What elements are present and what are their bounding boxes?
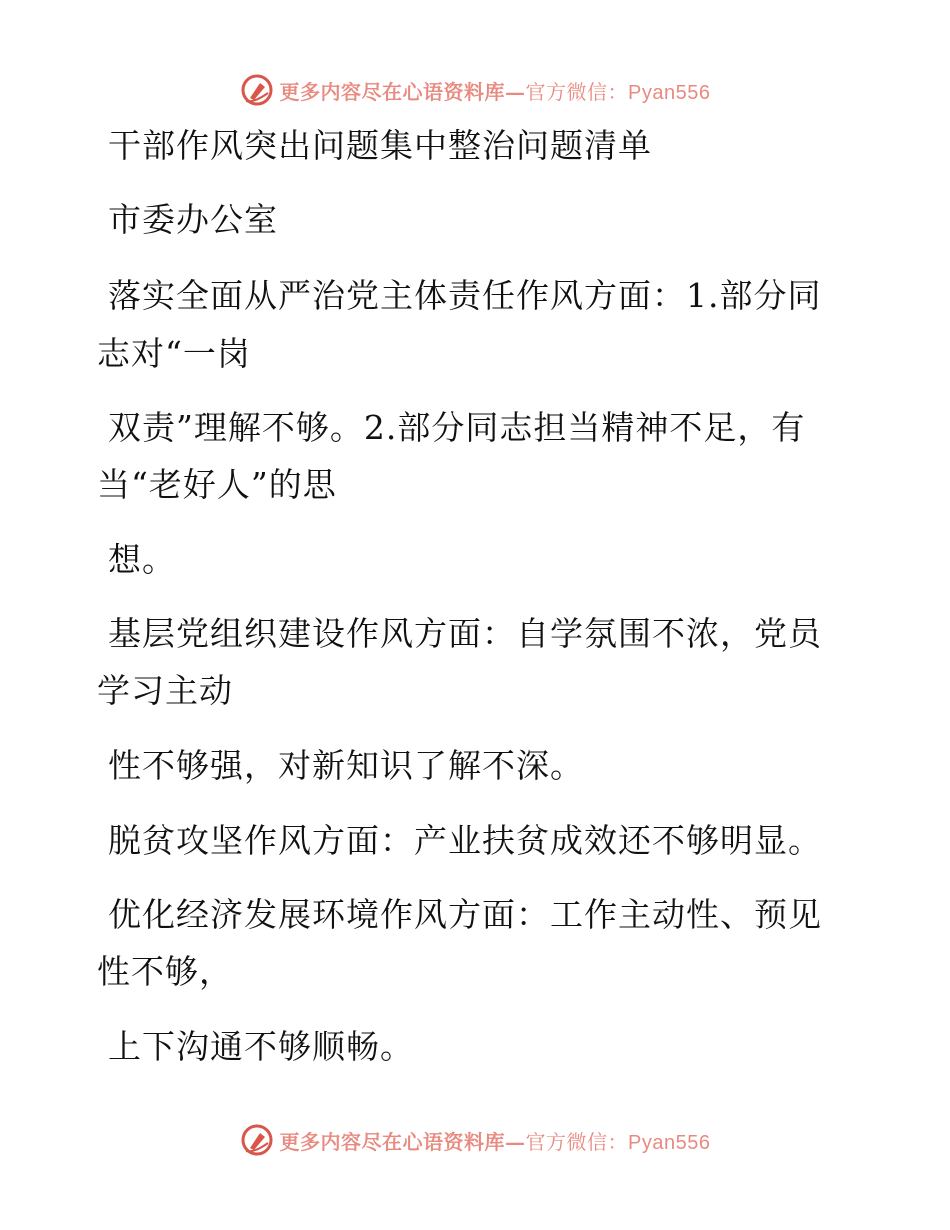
watermark-site: 更多内容尽在心语资料库—	[279, 79, 526, 104]
watermark-site: 更多内容尽在心语资料库—	[279, 1129, 526, 1154]
paragraph-line: 当“老好人”的思	[97, 465, 337, 504]
paragraph-line: 双责”理解不够。2.部分同志担当精神不足，有	[108, 408, 806, 447]
paragraph-line: 性不够强，对新知识了解不深。	[108, 746, 584, 785]
paragraph-line: 想。	[108, 540, 176, 579]
paragraph-line: 学习主动	[97, 671, 233, 710]
document-title: 干部作风突出问题集中整治问题清单	[108, 126, 652, 165]
paragraph-line: 上下沟通不够顺畅。	[108, 1027, 414, 1066]
pen-nib-logo-icon	[240, 73, 274, 107]
paragraph-line: 性不够，	[97, 952, 233, 991]
pen-nib-logo-icon	[240, 1123, 274, 1157]
watermark-contact: 官方微信：Pyan556	[525, 81, 711, 104]
header-watermark	[0, 70, 950, 110]
paragraph-line: 脱贫攻坚作风方面：产业扶贫成效还不够明显。	[108, 821, 822, 860]
watermark-contact: 官方微信：Pyan556	[525, 1131, 711, 1154]
footer-watermark	[0, 1120, 950, 1160]
paragraph-line: 基层党组织建设作风方面：自学氛围不浓，党员	[108, 614, 822, 653]
watermark-text	[280, 1126, 711, 1155]
paragraph-line: 优化经济发展环境作风方面：工作主动性、预见	[108, 895, 822, 934]
paragraph-line: 落实全面从严治党主体责任作风方面：1.部分同	[108, 276, 822, 315]
paragraph-line: 志对“一岗	[97, 334, 251, 373]
document-department: 市委办公室	[108, 200, 278, 239]
watermark-text	[280, 76, 711, 105]
